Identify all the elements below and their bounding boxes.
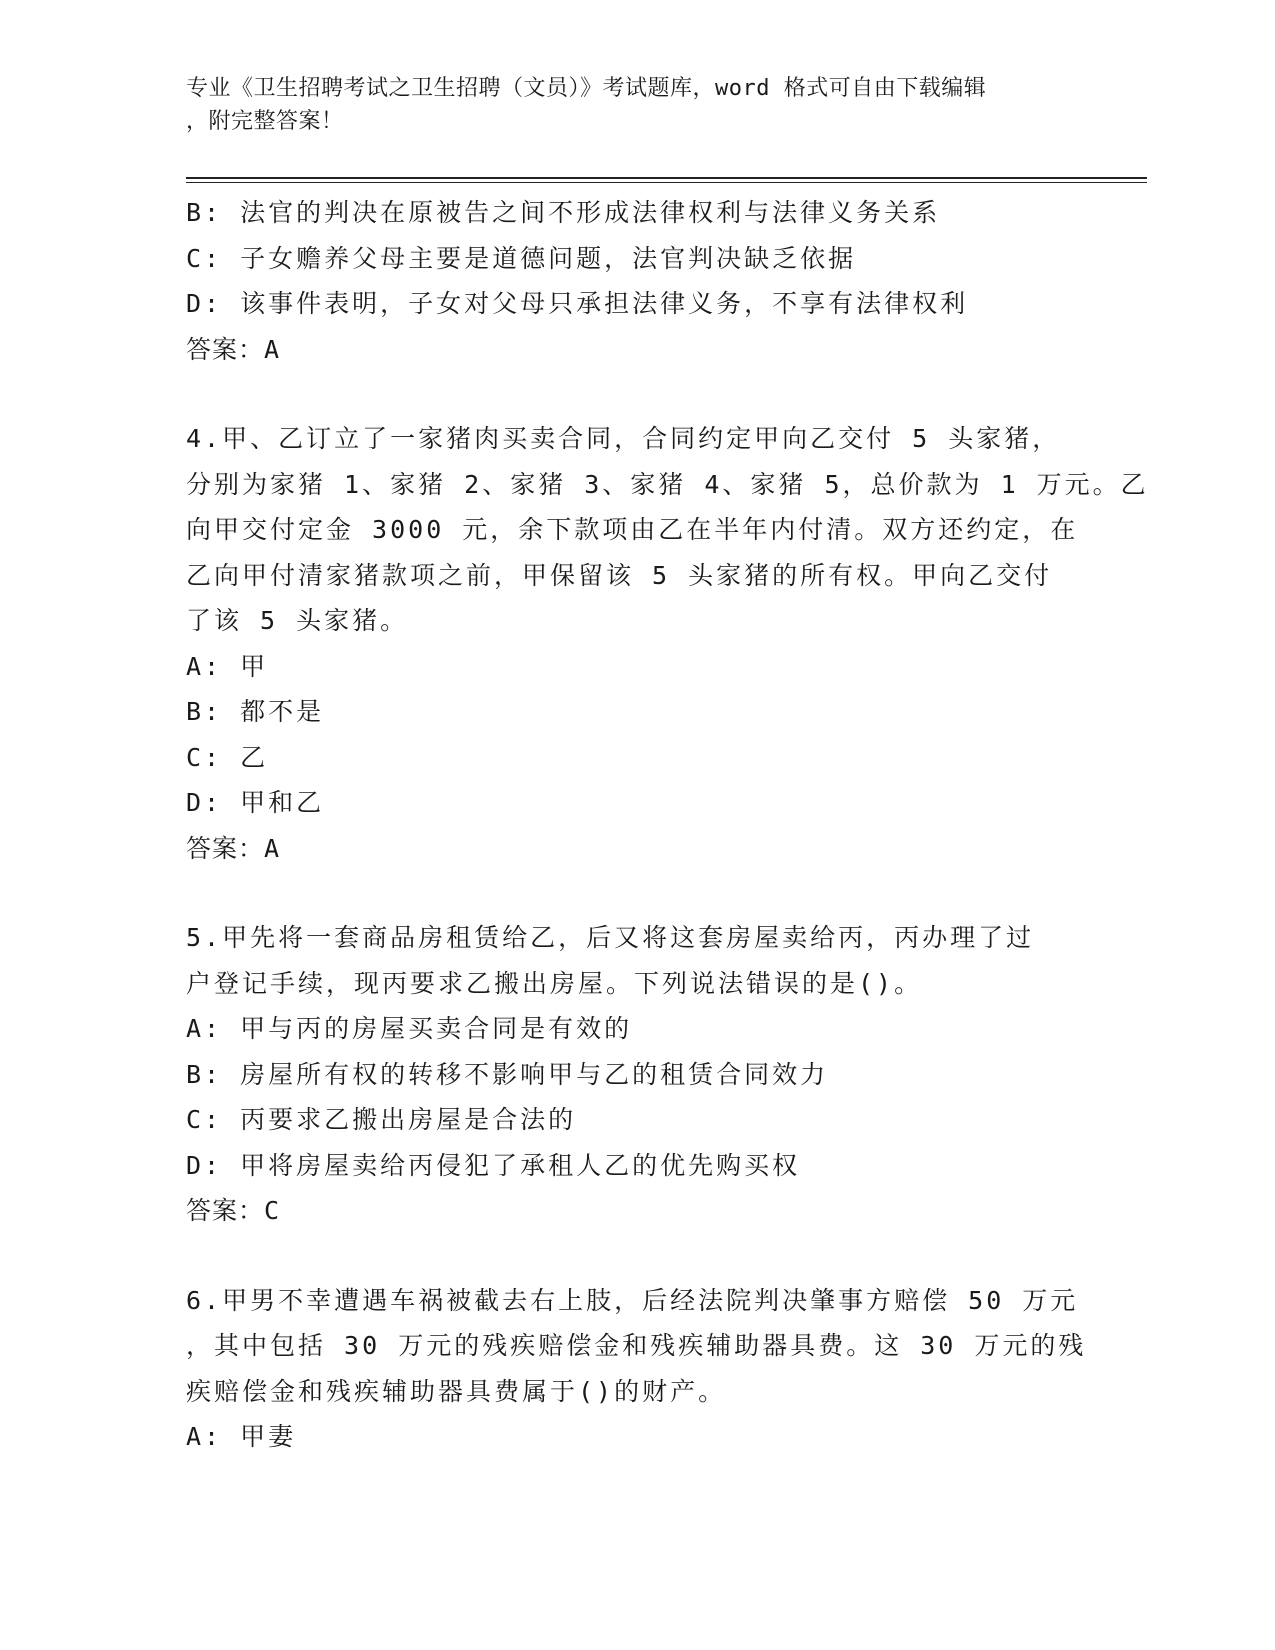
option-a: A: 甲 bbox=[186, 651, 269, 681]
option-d: D: 甲将房屋卖给丙侵犯了承租人乙的优先购买权 bbox=[186, 1150, 801, 1180]
question-stem-line: 疾赔偿金和残疾辅助器具费属于()的财产。 bbox=[186, 1376, 727, 1406]
question-stem-line: 4.甲、乙订立了一家猪肉买卖合同，合同约定甲向乙交付 5 头家猪， bbox=[186, 424, 1061, 453]
answer: 答案：A bbox=[186, 334, 281, 364]
spacer bbox=[186, 871, 1086, 915]
question-4 bbox=[186, 416, 1149, 871]
question-stem-line: 分别为家猪 1、家猪 2、家猪 3、家猪 4、家猪 5，总价款为 1 万元。乙 bbox=[186, 469, 1149, 499]
option-b: B: 都不是 bbox=[186, 697, 325, 726]
option-a: A: 甲与丙的房屋买卖合同是有效的 bbox=[186, 1014, 633, 1043]
question-stem-line: 乙向甲付清家猪款项之前，甲保留该 5 头家猪的所有权。甲向乙交付 bbox=[186, 560, 1053, 590]
header-divider-thick bbox=[186, 177, 1147, 179]
answer: 答案：C bbox=[186, 1196, 281, 1225]
option-a: A: 甲妻 bbox=[186, 1422, 297, 1451]
option-d: D: 该事件表明，子女对父母只承担法律义务，不享有法律权利 bbox=[186, 289, 969, 318]
header-line-2: ，附完整答案！ bbox=[186, 109, 344, 134]
header-line-1: 专业《卫生招聘考试之卫生招聘（文员）》考试题库，word 格式可自由下载编辑 bbox=[186, 76, 987, 101]
option-b: B: 房屋所有权的转移不影响甲与乙的租赁合同效力 bbox=[186, 1059, 829, 1089]
question-stem-line: 6.甲男不幸遭遇车祸被截去右上肢，后经法院判决肇事方赔偿 50 万元 bbox=[186, 1285, 1079, 1315]
option-c: C: 丙要求乙搬出房屋是合法的 bbox=[186, 1105, 577, 1134]
question-stem-line: 了该 5 头家猪。 bbox=[186, 606, 409, 635]
option-d: D: 甲和乙 bbox=[186, 788, 325, 817]
question-5 bbox=[186, 915, 1086, 1234]
spacer bbox=[186, 372, 1086, 416]
question-6 bbox=[186, 1278, 1086, 1460]
question-stem-line: 向甲交付定金 3000 元，余下款项由乙在半年内付清。双方还约定，在 bbox=[186, 515, 1079, 544]
question-3 bbox=[186, 190, 1086, 372]
question-stem-line: ，其中包括 30 万元的残疾赔偿金和残疾辅助器具费。这 30 万元的残 bbox=[186, 1331, 1087, 1360]
exam-content bbox=[186, 190, 1149, 1460]
option-c: C: 子女赡养父母主要是道德问题，法官判决缺乏依据 bbox=[186, 243, 857, 273]
spacer bbox=[186, 1234, 1086, 1278]
page-header bbox=[186, 72, 1066, 138]
header-divider-thin bbox=[186, 182, 1147, 183]
question-stem-line: 户登记手续，现丙要求乙搬出房屋。下列说法错误的是()。 bbox=[186, 968, 923, 998]
answer: 答案：A bbox=[186, 833, 281, 863]
option-b: B: 法官的判决在原被告之间不形成法律权利与法律义务关系 bbox=[186, 198, 941, 227]
question-stem-line: 5.甲先将一套商品房租赁给乙，后又将这套房屋卖给丙，丙办理了过 bbox=[186, 923, 1035, 952]
option-c: C: 乙 bbox=[186, 742, 269, 772]
